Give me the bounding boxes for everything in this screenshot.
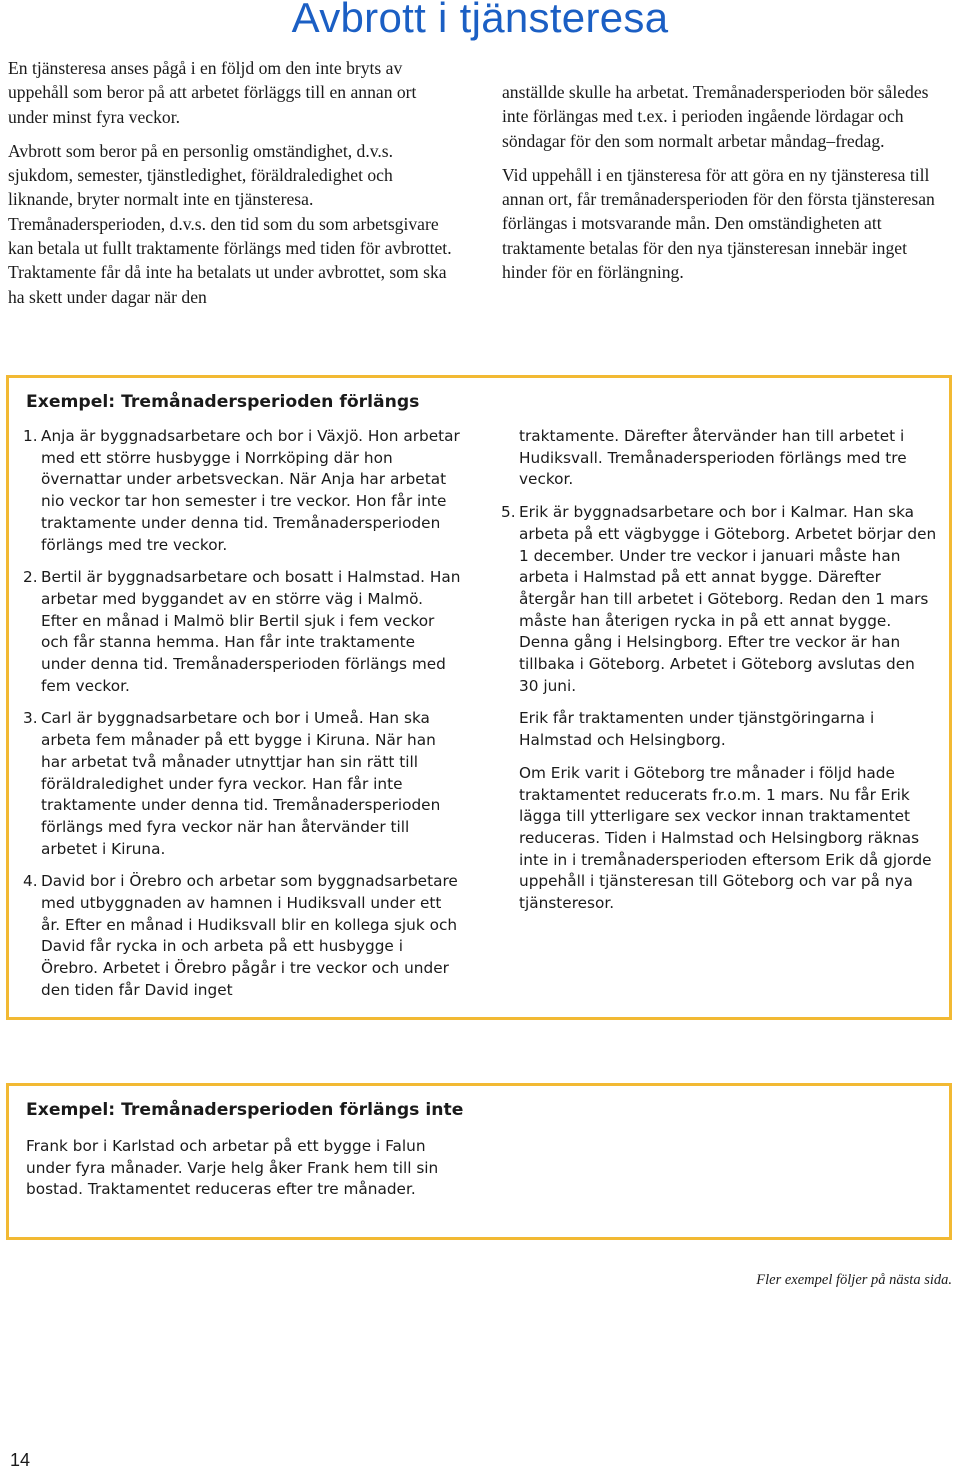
item-number: 1. (23, 427, 38, 445)
item-number: 4. (23, 872, 38, 891)
intro-paragraph: En tjänsteresa anses pågå i en följd om den inte bryts av uppehåll som beror på att arbetet förläggs till en annan ort under minst fyra veckor. (8, 58, 417, 127)
example-body: Frank bor i Karlstad och arbetar på ett bygge i Falun under fyra månader. Varje helg åker Frank hem till sin bostad. Traktamentet reduceras efter tre månader. (26, 1137, 439, 1199)
example-item (23, 567, 461, 697)
example-left-column (23, 426, 461, 1013)
example-paragraph: Erik får traktamenten under tjänstgöringarna i Halmstad och Helsingborg. (519, 709, 875, 750)
item-text: Erik är byggnadsarbetare och bor i Kalmar. Han ska arbeta på ett vägbygge i Göteborg. Arbetet börjar den 1 december. Under tre veckor i januari måste han arbeta i Halmstad på ett annat bygge. Därefter återgår han till arbetet i Göteborg. Redan den 1 mars måste han återigen rycka in på ett annat bygge. Denna gång i Helsingborg. Efter tre veckor är han tillbaka i Göteborg. Arbetet i Göteborg avslutas den 30 juni. (519, 503, 937, 695)
example-item (23, 871, 461, 1001)
example-item (23, 426, 461, 556)
example-item (23, 708, 461, 860)
item-text: Bertil är byggnadsarbetare och bosatt i Halmstad. Han arbetar med byggandet av en större väg i Malmö. Efter en månad i Malmö blir Bertil sjuk i fem veckor och får stanna hemma. Han får inte traktamente under denna tid. Tremånadersperioden förlängs med fem veckor. (41, 568, 461, 695)
page-title: Avbrott i tjänsteresa (291, 0, 669, 41)
page-number: 14 (10, 1450, 31, 1470)
item-continuation: traktamente. Därefter återvänder han till arbetet i Hudiksvall. Tremånadersperioden förlängs med tre veckor. (519, 427, 907, 489)
item-number: 5. (501, 503, 516, 522)
example-heading: Exempel: Tremånadersperioden förlängs (26, 392, 420, 412)
footnote: Fler exempel följer på nästa sida. (756, 1272, 952, 1288)
example-right-column (501, 426, 939, 926)
intro-paragraph: Avbrott som beror på en personlig omständighet, d.v.s. sjukdom, semester, tjänstledighet, föräldraledighet och liknande, bryter normalt inte en tjänsteresa. Tremånadersperioden, d.v.s. den tid som du som arbetsgivare kan betala ut fullt traktamente förlängs med tiden för avbrottet. Traktamente får då inte ha betalats ut under avbrottet, som ska ha skett under dagar när den (8, 140, 452, 307)
intro-paragraph: Vid uppehåll i en tjänsteresa för att göra en ny tjänsteresa till annan ort, får tremånadersperioden för den första tjänsteresan förlängas i motsvarande mån. Den omständigheten att traktamente betalas för den nya tjänsteresan innebär inget hinder för en förlängning. (502, 164, 935, 283)
intro-right-column (502, 80, 952, 294)
example-box-extended (6, 375, 952, 1020)
item-text: Anja är byggnadsarbetare och bor i Växjö. Hon arbetar med ett större husbygge i Norrköping där hon övernattar under arbetsveckan. När Anja har arbetat nio veckor tar hon semester i tre veckor. Hon får inte traktamente under denna tid. Tremånadersperioden förlängs med tre veckor. (41, 427, 460, 554)
example-item (501, 502, 939, 697)
example-box-not-extended (6, 1083, 952, 1240)
intro-paragraph: anställde skulle ha arbetat. Tremånadersperioden bör således inte förlängas med t.ex. i perioden ingående lördagar och söndagar för den som normalt arbetar måndag–fredag. (502, 82, 929, 151)
intro-left-column (8, 56, 460, 319)
example-paragraph: Om Erik varit i Göteborg tre månader i följd hade traktamentet reducerats fr.o.m. 1 mars. Nu får Erik lägga till ytterligare sex veckor innan traktamentet reduceras. Tiden i Halmstad och Helsingborg räknas inte in i tremånadersperioden eftersom Erik då gjorde uppehåll i tjänsteresan till Göteborg och var på nya tjänsteresor. (519, 763, 932, 913)
item-number: 2. (23, 568, 38, 587)
example-heading: Exempel: Tremånadersperioden förlängs inte (26, 1100, 464, 1120)
item-text: Carl är byggnadsarbetare och bor i Umeå. Han ska arbeta fem månader på ett bygge i Kiruna. När han har arbetat två månader utnyttjar han sin rätt till föräldraledighet under fyra veckor. Han får inte traktamente under denna tid. Tremånadersperioden förlängs med fyra veckor när han återvänder till arbetet i Kiruna. (41, 709, 441, 858)
item-text: David bor i Örebro och arbetar som byggnadsarbetare med utbyggnaden av hamnen i Hudiksvall under ett år. Efter en månad i Hudiksvall blir en kollega sjuk och David får rycka in och arbeta på ett husbygge i Örebro. Arbetet i Örebro pågår i tre veckor och under den tiden får David inget (41, 872, 458, 999)
item-number: 3. (23, 709, 38, 728)
